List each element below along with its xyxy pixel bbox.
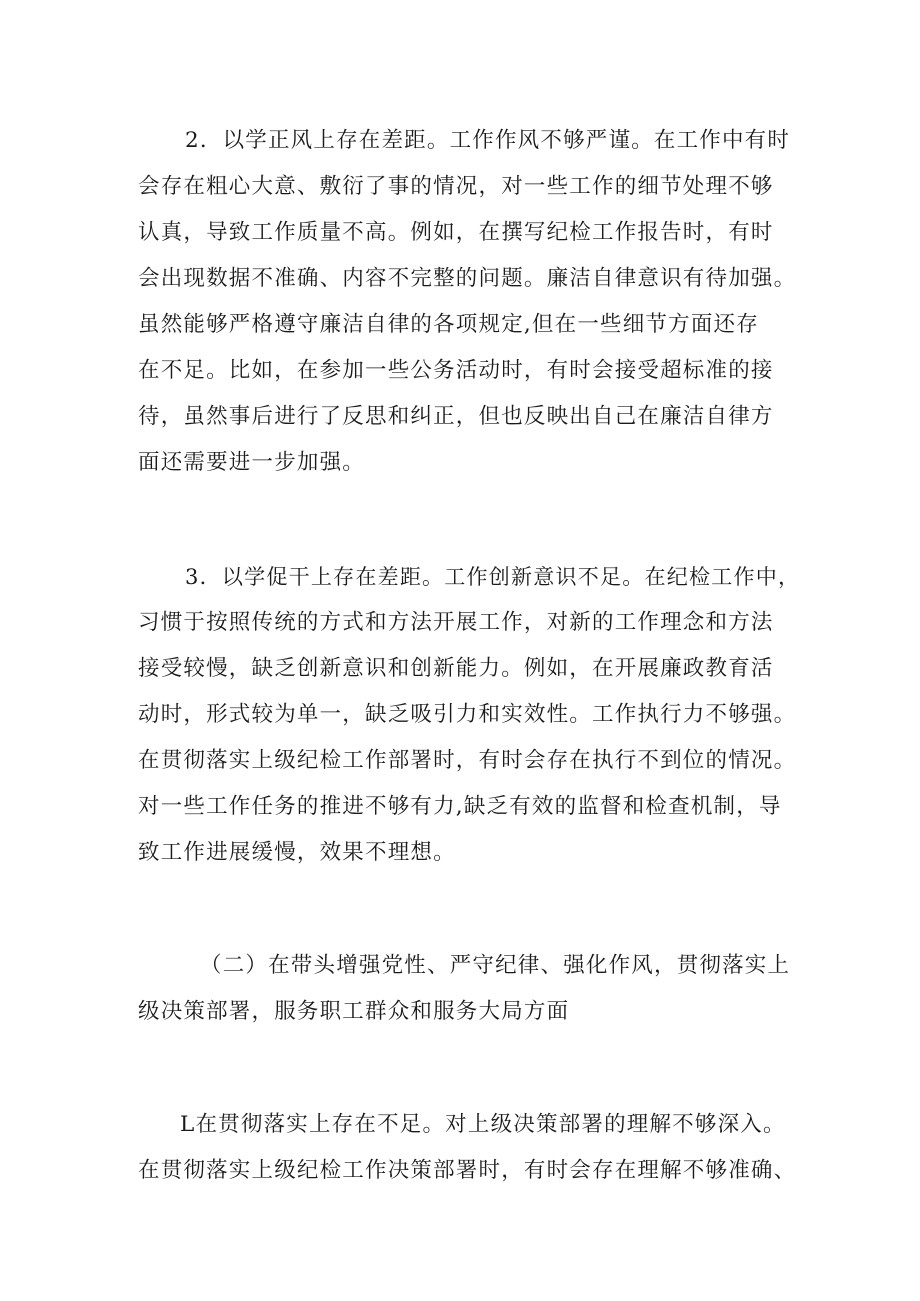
paragraph-line: 动时，形式较为单一，缺乏吸引力和实效性。工作执行力不够强。 (138, 702, 797, 727)
paragraph-line: 待，虽然事后进行了反思和纠正，但也反映出自己在廉洁自律方 (138, 404, 774, 429)
paragraph-line: L在贯彻落实上存在不足。对上级决策部署的理解不够深入。 (180, 1112, 786, 1137)
paragraph-line: 在贯彻落实上级纪检工作部署时，有时会存在执行不到位的情况。 (138, 748, 797, 773)
paragraph-line: 致工作进展缓慢，效果不理想。 (138, 840, 456, 865)
paragraph-line: 对一些工作任务的推进不够有力,缺乏有效的监督和检查机制，导 (138, 794, 782, 819)
paragraph-line: 会出现数据不准确、内容不完整的问题。廉洁自律意识有待加强。 (138, 266, 797, 291)
paragraph-line: 会存在粗心大意、敷衍了事的情况，对一些工作的细节处理不够 (138, 174, 774, 199)
paragraph-line: 习惯于按照传统的方式和方法开展工作，对新的工作理念和方法 (138, 610, 774, 635)
section-heading-line: （二）在带头增强党性、严守纪律、强化作风，贯彻落实上 (200, 953, 791, 978)
paragraph-line: 面还需要进一步加强。 (138, 450, 366, 475)
paragraph-line: 在不足。比如，在参加一些公务活动时，有时会接受超标准的接 (138, 358, 774, 383)
paragraph-line: 接受较慢，缺乏创新意识和创新能力。例如，在开展廉政教育活 (138, 656, 774, 681)
paragraph-line: 3．以学促干上存在差距。工作创新意识不足。在纪检工作中， (185, 564, 801, 589)
paragraph-line: 在贯彻落实上级纪检工作决策部署时，有时会存在理解不够准确、 (138, 1158, 797, 1183)
paragraph-line: 虽然能够严格遵守廉洁自律的各项规定,但在一些细节方面还存 (138, 312, 759, 337)
paragraph-line: 2．以学正风上存在差距。工作作风不够严谨。在工作中有时 (185, 128, 791, 153)
section-heading-line: 级决策部署，服务职工群众和服务大局方面 (138, 999, 570, 1024)
paragraph-line: 认真，导致工作质量不高。例如，在撰写纪检工作报告时，有时 (138, 220, 774, 245)
